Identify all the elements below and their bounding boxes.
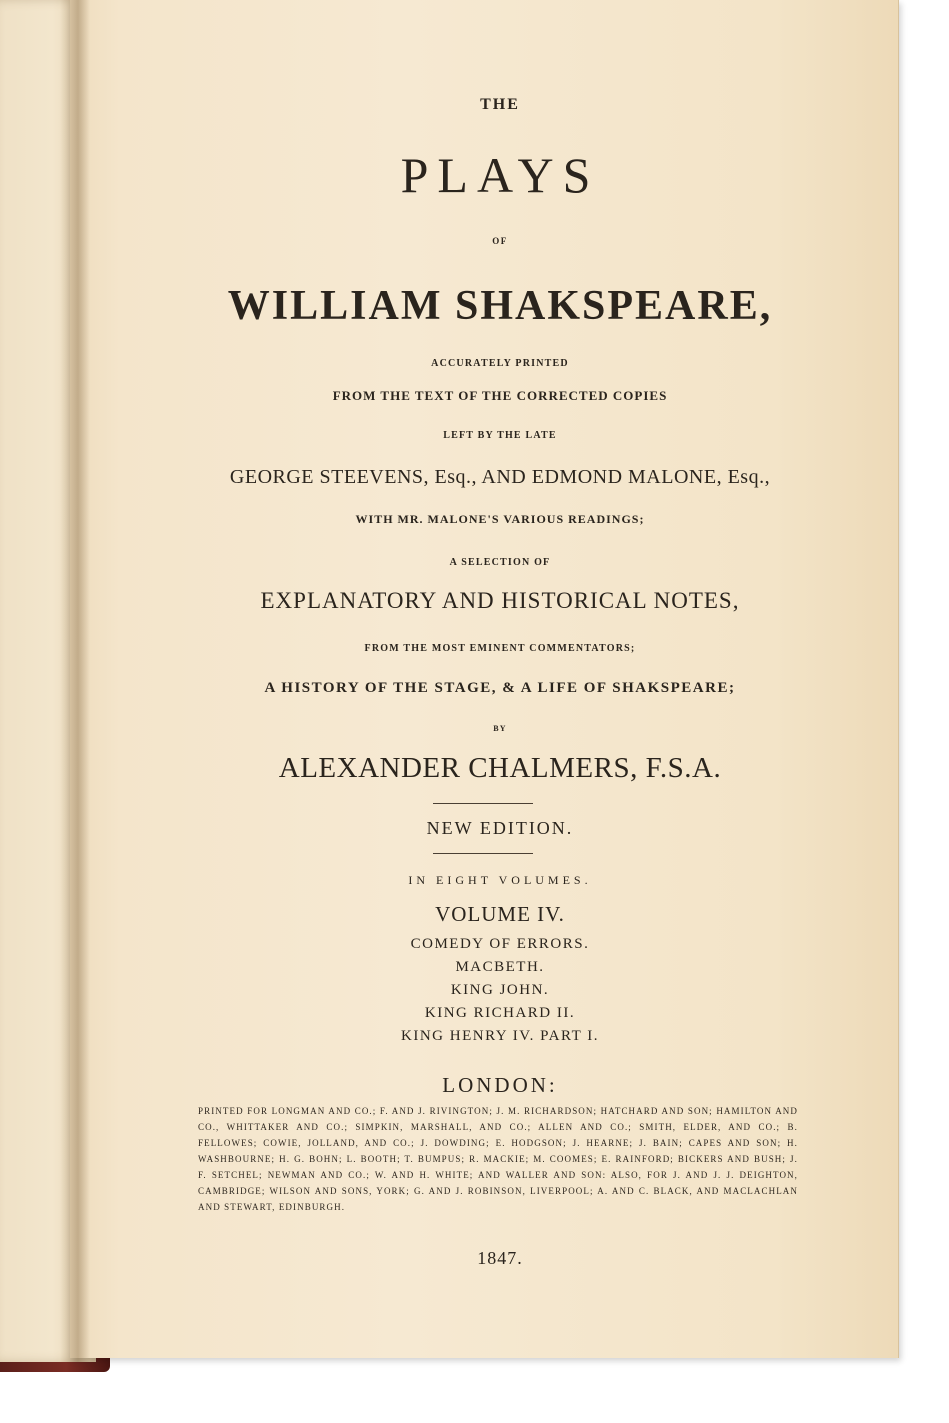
readings-line: WITH MR. MALONE'S VARIOUS READINGS; bbox=[355, 512, 645, 526]
book-gutter bbox=[60, 0, 90, 1362]
volume-number: VOLUME IV. bbox=[435, 902, 565, 926]
edition-line: NEW EDITION. bbox=[426, 818, 574, 838]
editors-line: GEORGE STEEVENS, Esq., AND EDMOND MALONE, Esq., bbox=[229, 466, 771, 488]
place-line: LONDON: bbox=[442, 1073, 558, 1097]
accurately-printed: ACCURATELY PRINTED bbox=[431, 358, 569, 369]
notes-line: EXPLANATORY AND HISTORICAL NOTES, bbox=[260, 588, 740, 613]
author-name: WILLIAM SHAKSPEARE, bbox=[227, 283, 773, 329]
contents-item: MACBETH. bbox=[455, 959, 545, 975]
divider-rule-top bbox=[433, 803, 533, 804]
title-the: THE bbox=[480, 96, 520, 113]
editor-name: ALEXANDER CHALMERS, F.S.A. bbox=[278, 752, 722, 784]
left-by-line: LEFT BY THE LATE bbox=[443, 430, 557, 441]
contents-item: KING HENRY IV. PART I. bbox=[401, 1028, 599, 1044]
volumes-line: IN EIGHT VOLUMES. bbox=[408, 873, 592, 887]
year-line: 1847. bbox=[477, 1248, 523, 1268]
selection-line: A SELECTION OF bbox=[449, 557, 551, 568]
commentators-line: FROM THE MOST EMINENT COMMENTATORS; bbox=[364, 643, 636, 654]
contents-item: COMEDY OF ERRORS. bbox=[410, 936, 590, 952]
by-line: BY bbox=[493, 724, 507, 733]
from-text-line: FROM THE TEXT OF THE CORRECTED COPIES bbox=[332, 388, 668, 403]
imprint-text: PRINTED FOR LONGMAN AND CO.; F. AND J. RIVINGTON; J. M. RICHARDSON; HATCHARD AND SON; HAMILTON AND CO., WHITTAKER AND CO.; SIMPKIN, MARSHALL, AND CO.; ALLEN AND CO.; SMITH, ELDER, AND CO.; B. FELLOWES; COWIE, JOLLAND, AND CO.; J. DOWDING; E. HODGSON; J. HEARNE; J. BAIN; CAPES AND SON; H. WASHBOURNE; H. G. BOHN; L. BOOTH; T. BUMPUS; R. MACKIE; M. COOMES; E. RAINFORD; BICKERS AND BUSH; J. F. SETCHEL; NEWMAN AND CO.; W. AND H. WHITE; AND WALLER AND SON: ALSO, FOR J. AND J. J. DEIGHTON, CAMBRIDGE; WILSON AND SONS, YORK; G. AND J. ROBINSON, LIVERPOOL; A. AND C. BLACK, AND MACLACHLAN AND STEWART, EDINBURGH. bbox=[198, 1106, 798, 1212]
contents-item: KING RICHARD II. bbox=[424, 1005, 576, 1021]
title-of: OF bbox=[492, 236, 508, 246]
divider-rule-bottom bbox=[433, 853, 533, 854]
contents-item: KING JOHN. bbox=[450, 982, 550, 998]
history-line: A HISTORY OF THE STAGE, & A LIFE OF SHAKSPEARE; bbox=[264, 680, 736, 696]
title-plays: PLAYS bbox=[400, 147, 600, 203]
